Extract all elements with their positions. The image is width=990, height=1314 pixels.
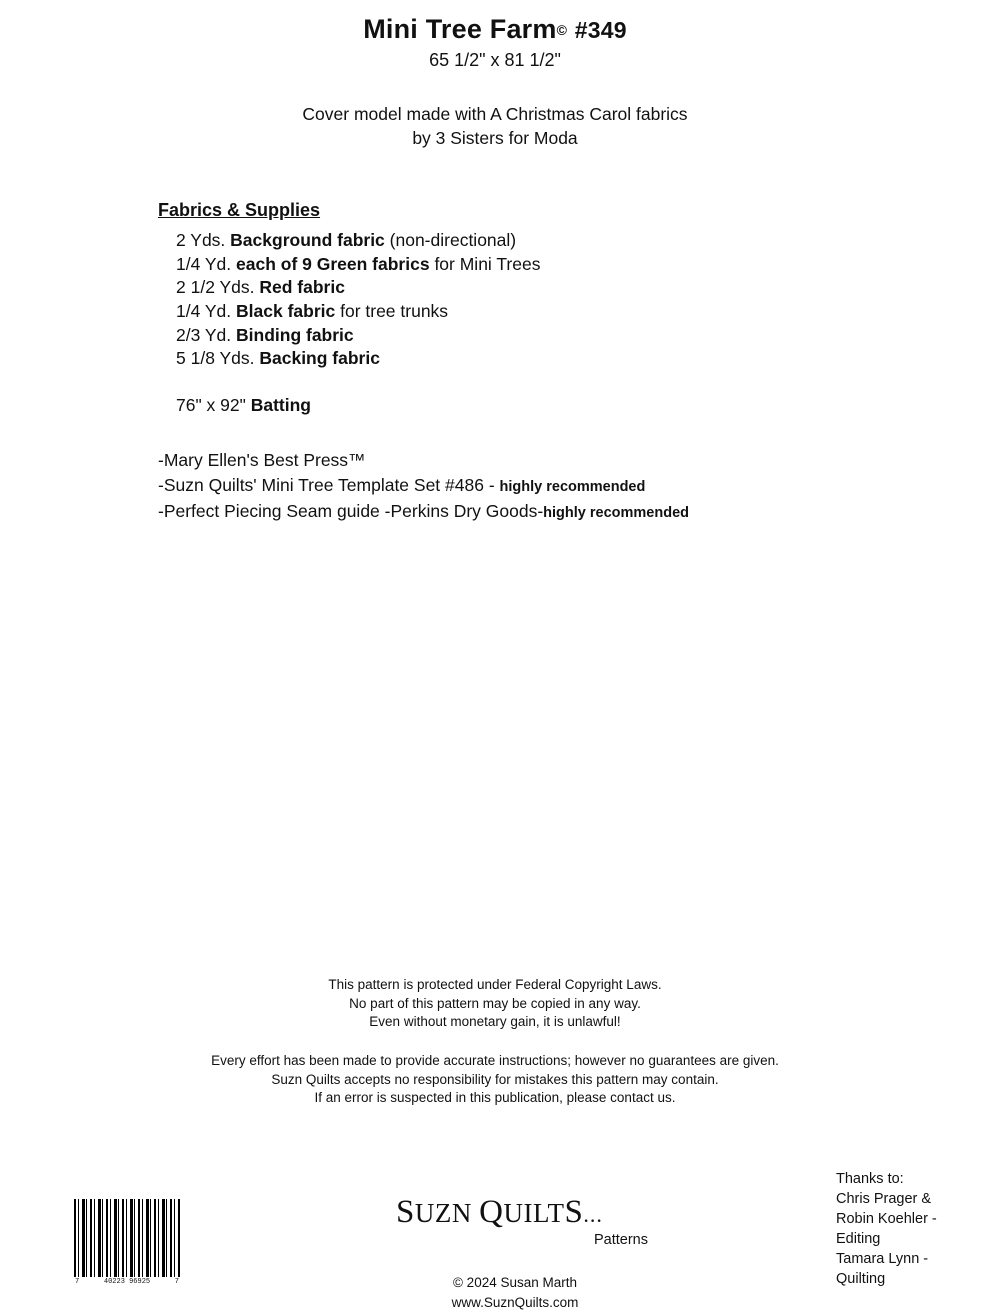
supply-name: Backing fabric	[259, 348, 380, 369]
thanks-block	[836, 1169, 986, 1289]
logo-subtitle: Patterns	[594, 1232, 648, 1248]
list-item	[176, 276, 798, 300]
footer-copyright: © 2024 Susan Marth	[452, 1275, 578, 1290]
barcode-bars	[74, 1199, 180, 1277]
thanks-line: Robin Koehler -	[836, 1211, 937, 1227]
supply-name: Background fabric	[230, 230, 385, 250]
legal-notice	[0, 976, 990, 1108]
legal-line: Even without monetary gain, it is unlawful!	[369, 1014, 621, 1030]
page-title	[0, 14, 990, 45]
logo-s: S	[396, 1194, 415, 1230]
brand-logo	[390, 1194, 640, 1231]
footer-website[interactable]: www.SuznQuilts.com	[451, 1294, 579, 1310]
additional-supplies	[158, 448, 798, 524]
batting-line	[158, 395, 798, 416]
barcode	[74, 1199, 180, 1286]
recommendation-note: highly recommended	[543, 504, 689, 521]
quilt-dimensions: 65 1/2" x 81 1/2"	[429, 50, 561, 70]
extra-text: -Mary Ellen's Best Press™	[158, 449, 366, 470]
logo-uzn: UZN	[414, 1198, 480, 1228]
cover-model-note	[0, 103, 990, 150]
logo-q: Q	[479, 1194, 504, 1230]
logo-s2: S	[564, 1194, 584, 1230]
legal-line: This pattern is protected under Federal Copyright Laws.	[328, 977, 662, 992]
cover-model-line-1: Cover model made with A Christmas Carol fabrics	[302, 104, 688, 124]
brand-logo-block	[390, 1194, 648, 1312]
supply-name: each of 9 Green fabrics	[236, 253, 430, 274]
logo-uilt: UILT	[503, 1198, 565, 1228]
logo-dots: ...	[583, 1202, 603, 1227]
legal-line: If an error is suspected in this publication, please contact us.	[314, 1090, 676, 1106]
supply-note: for Mini Trees	[429, 253, 541, 274]
supply-name: Red fabric	[259, 277, 345, 298]
copyright-block	[0, 976, 990, 1032]
recommendation-note: highly recommended	[499, 479, 646, 496]
list-item	[176, 347, 798, 371]
batting-size: 76" x 92"	[176, 394, 251, 415]
footer-copyright-block	[390, 1273, 640, 1312]
thanks-line: Tamara Lynn -	[836, 1251, 929, 1267]
fabrics-and-supplies-section	[158, 200, 798, 524]
page-title-text: Mini Tree Farm	[363, 14, 557, 44]
list-item	[158, 448, 798, 473]
supply-note: (non-directional)	[384, 230, 517, 250]
supply-qty: 2 1/2 Yds.	[176, 277, 260, 298]
list-item	[176, 300, 798, 324]
list-item	[158, 499, 798, 524]
thanks-line: Chris Prager &	[836, 1191, 932, 1207]
barcode-numbers	[74, 1278, 180, 1286]
thanks-line: Editing	[836, 1231, 881, 1247]
list-item	[158, 473, 798, 498]
legal-line: Suzn Quilts accepts no responsibility for mistakes this pattern may contain.	[271, 1071, 719, 1087]
list-item	[176, 229, 798, 253]
extra-text: -Perfect Piecing Seam guide -Perkins Dry Goods-	[158, 500, 544, 521]
thanks-line: Quilting	[836, 1271, 886, 1287]
barcode-left-digit: 7	[75, 1278, 80, 1286]
supply-list	[158, 229, 798, 371]
supply-name: Black fabric	[236, 300, 336, 321]
supply-qty: 2/3 Yd.	[176, 324, 237, 345]
barcode-main-digits: 40223 96925	[103, 1278, 151, 1286]
batting-label: Batting	[250, 394, 311, 415]
supply-qty: 2 Yds.	[176, 230, 231, 250]
cover-model-line-2: by 3 Sisters for Moda	[412, 127, 578, 148]
list-item	[176, 324, 798, 348]
barcode-right-digit: 7	[174, 1278, 179, 1286]
legal-line: Every effort has been made to provide accurate instructions; however no guarantees are given.	[211, 1052, 779, 1068]
supply-qty: 5 1/8 Yds.	[176, 348, 260, 369]
supply-note: for tree trunks	[335, 300, 449, 321]
legal-line: No part of this pattern may be copied in any way.	[349, 995, 641, 1011]
supply-name: Binding fabric	[236, 324, 354, 345]
supply-qty: 1/4 Yd.	[176, 300, 237, 321]
extra-text: -Suzn Quilts' Mini Tree Template Set #486 -	[158, 475, 500, 496]
copyright-symbol: ©	[556, 22, 568, 38]
supply-qty: 1/4 Yd.	[176, 253, 237, 274]
list-item	[176, 253, 798, 277]
disclaimer-block	[0, 1052, 990, 1108]
supplies-heading: Fabrics & Supplies	[158, 200, 321, 220]
pattern-number: #349	[574, 17, 627, 43]
thanks-line: Thanks to:	[836, 1171, 904, 1187]
